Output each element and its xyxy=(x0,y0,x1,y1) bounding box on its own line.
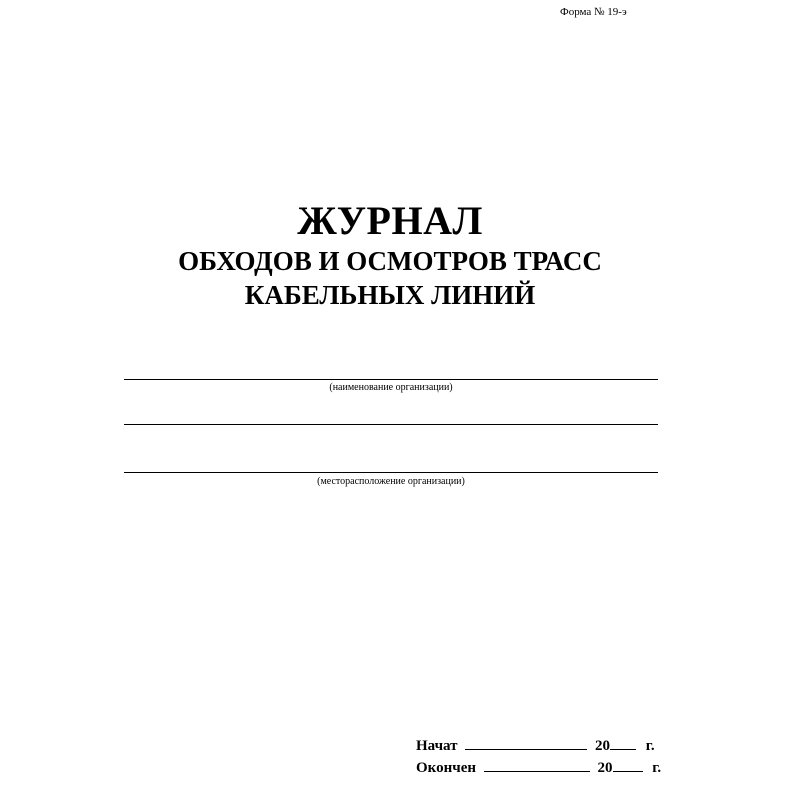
finished-year-prefix: 20 xyxy=(597,760,613,776)
dates-block xyxy=(416,735,661,779)
title-line-1: ОБХОДОВ И ОСМОТРОВ ТРАСС xyxy=(178,246,602,276)
finished-date-blank[interactable] xyxy=(484,757,590,772)
title-main: ЖУРНАЛ xyxy=(297,198,483,243)
started-row xyxy=(416,735,661,757)
organization-location-caption: (месторасположение организации) xyxy=(317,476,465,487)
started-year-suffix: г. xyxy=(645,738,655,754)
started-year-blank[interactable] xyxy=(610,735,636,750)
started-date-blank[interactable] xyxy=(465,735,587,750)
finished-row xyxy=(416,757,661,779)
organization-location-line[interactable] xyxy=(124,472,658,473)
finished-year-suffix: г. xyxy=(652,760,662,776)
finished-label: Окончен xyxy=(416,760,477,776)
organization-name-line-2[interactable] xyxy=(124,424,658,425)
title-block xyxy=(90,198,690,312)
started-year-prefix: 20 xyxy=(595,738,611,754)
finished-year-blank[interactable] xyxy=(613,757,643,772)
form-number: Форма № 19-э xyxy=(560,6,627,18)
organization-name-caption: (наименование организации) xyxy=(329,382,453,393)
organization-name-line[interactable] xyxy=(124,379,658,380)
title-line-2: КАБЕЛЬНЫХ ЛИНИЙ xyxy=(244,280,536,310)
started-label: Начат xyxy=(416,738,458,754)
